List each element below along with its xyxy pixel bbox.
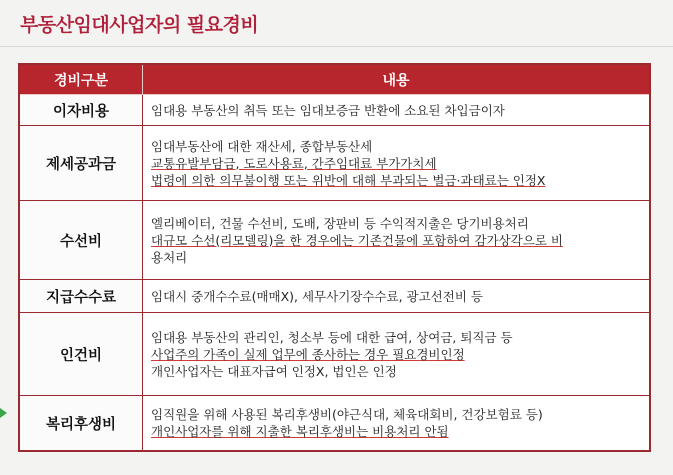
table-row [19, 201, 650, 280]
row-content [143, 280, 651, 313]
header-category: 경비구분 [19, 64, 143, 95]
content-line: 개인사업자는 대표자급여 인정X, 법인은 인정 [151, 363, 397, 379]
table-row [19, 313, 650, 396]
table-row [19, 396, 650, 452]
table-row [19, 95, 650, 126]
row-category: 이자비용 [19, 95, 143, 126]
content-line: 임직원을 위해 사용된 복리후생비(야근식대, 체육대회비, 건강보험료 등) [151, 407, 543, 422]
content-line: 개인사업자를 위해 지출한 복리후생비는 비용처리 안됨 [151, 424, 449, 439]
green-arrow-marker [0, 408, 7, 418]
row-category: 제세공과금 [19, 126, 143, 201]
row-category: 수선비 [19, 201, 143, 280]
row-content [143, 126, 651, 201]
table-row [19, 126, 650, 201]
row-content [143, 313, 651, 396]
row-category: 인건비 [19, 313, 143, 396]
content-line: 교통유발부담금, 도로사용료, 간주임대료 부가가치세 [151, 155, 437, 171]
content-line: 임대시 중개수수료(매매X), 세무사기장수수료, 광고선전비 등 [151, 288, 483, 304]
content-line: 대규모 수선(리모델링)을 한 경우에는 기존건물에 포함하여 감가상각으로 비 [151, 232, 563, 248]
content-line: 용처리 [151, 249, 188, 265]
content-line: 엘리베이터, 건물 수선비, 도배, 장판비 등 수익적지출은 당기비용처리 [151, 215, 529, 231]
header-content: 내용 [143, 64, 651, 95]
content-line: 임대부동산에 대한 재산세, 종합부동산세 [151, 138, 373, 154]
content-line: 임대용 부동산의 취득 또는 임대보증금 반환에 소요된 차입금이자 [151, 102, 505, 118]
content-line: 임대용 부동산의 관리인, 청소부 등에 대한 급여, 상여금, 퇴직금 등 [151, 329, 513, 345]
row-category: 복리후생비 [19, 396, 143, 452]
table-row [19, 280, 650, 313]
row-category: 지급수수료 [19, 280, 143, 313]
table-header-row [19, 64, 650, 95]
title-divider [0, 46, 673, 47]
row-content [143, 396, 651, 452]
content-line: 법령에 의한 의무불이행 또는 위반에 대해 부과되는 벌금·과태료는 인정X [151, 172, 546, 188]
row-content [143, 95, 651, 126]
row-content [143, 201, 651, 280]
page-title: 부동산임대사업자의 필요경비 [20, 14, 259, 36]
expense-table [18, 63, 651, 452]
content-line: 사업주의 가족이 실제 업무에 종사하는 경우 필요경비인정 [151, 346, 465, 362]
